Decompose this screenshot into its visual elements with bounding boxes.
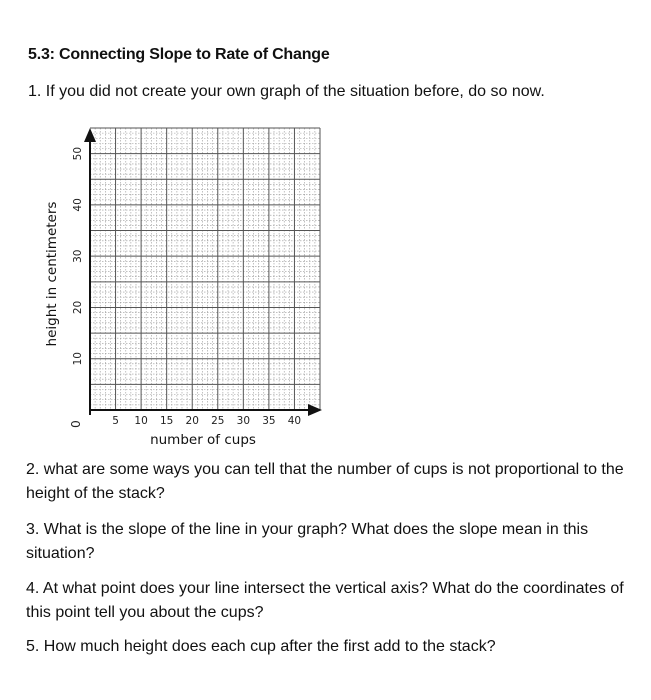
question-5: 5. How much height does each cup after the first add to the stack? (26, 638, 496, 655)
x-axis-title: number of cups (150, 432, 256, 448)
question-2: 2. what are some ways you can tell that the number of cups is not proportional to the height of the stack? (26, 461, 624, 502)
x-tick-label: 40 (287, 415, 302, 427)
origin-label: 0 (69, 420, 83, 428)
y-tick-label: 10 (72, 352, 84, 366)
y-tick-label: 40 (72, 198, 84, 212)
grid-minor-lines (90, 128, 320, 410)
section-heading: 5.3: Connecting Slope to Rate of Change (28, 46, 330, 63)
y-tick-label: 30 (72, 249, 84, 263)
x-tick-label: 30 (236, 415, 251, 427)
x-tick-labels (112, 415, 301, 427)
y-tick-label: 20 (72, 300, 84, 315)
axes (84, 128, 322, 416)
question-3: 3. What is the slope of the line in your graph? What does the slope mean in this situation? (26, 521, 589, 562)
x-tick-label: 15 (159, 415, 174, 427)
y-axis-title: height in centimeters (44, 201, 60, 347)
grid-major-lines (90, 128, 320, 410)
question-1: 1. If you did not create your own graph of the situation before, do so now. (28, 83, 545, 100)
x-tick-label: 5 (112, 415, 119, 427)
x-tick-label: 25 (211, 415, 225, 427)
x-tick-label: 35 (262, 415, 276, 427)
y-tick-label: 50 (72, 146, 84, 161)
x-tick-label: 20 (185, 415, 199, 427)
question-4: 4. At what point does your line intersect the vertical axis? What do the coordinates of this point tell you about the cups? (26, 580, 624, 621)
y-axis-arrow (84, 128, 96, 142)
x-tick-label: 10 (134, 415, 148, 427)
y-tick-labels (72, 147, 84, 365)
